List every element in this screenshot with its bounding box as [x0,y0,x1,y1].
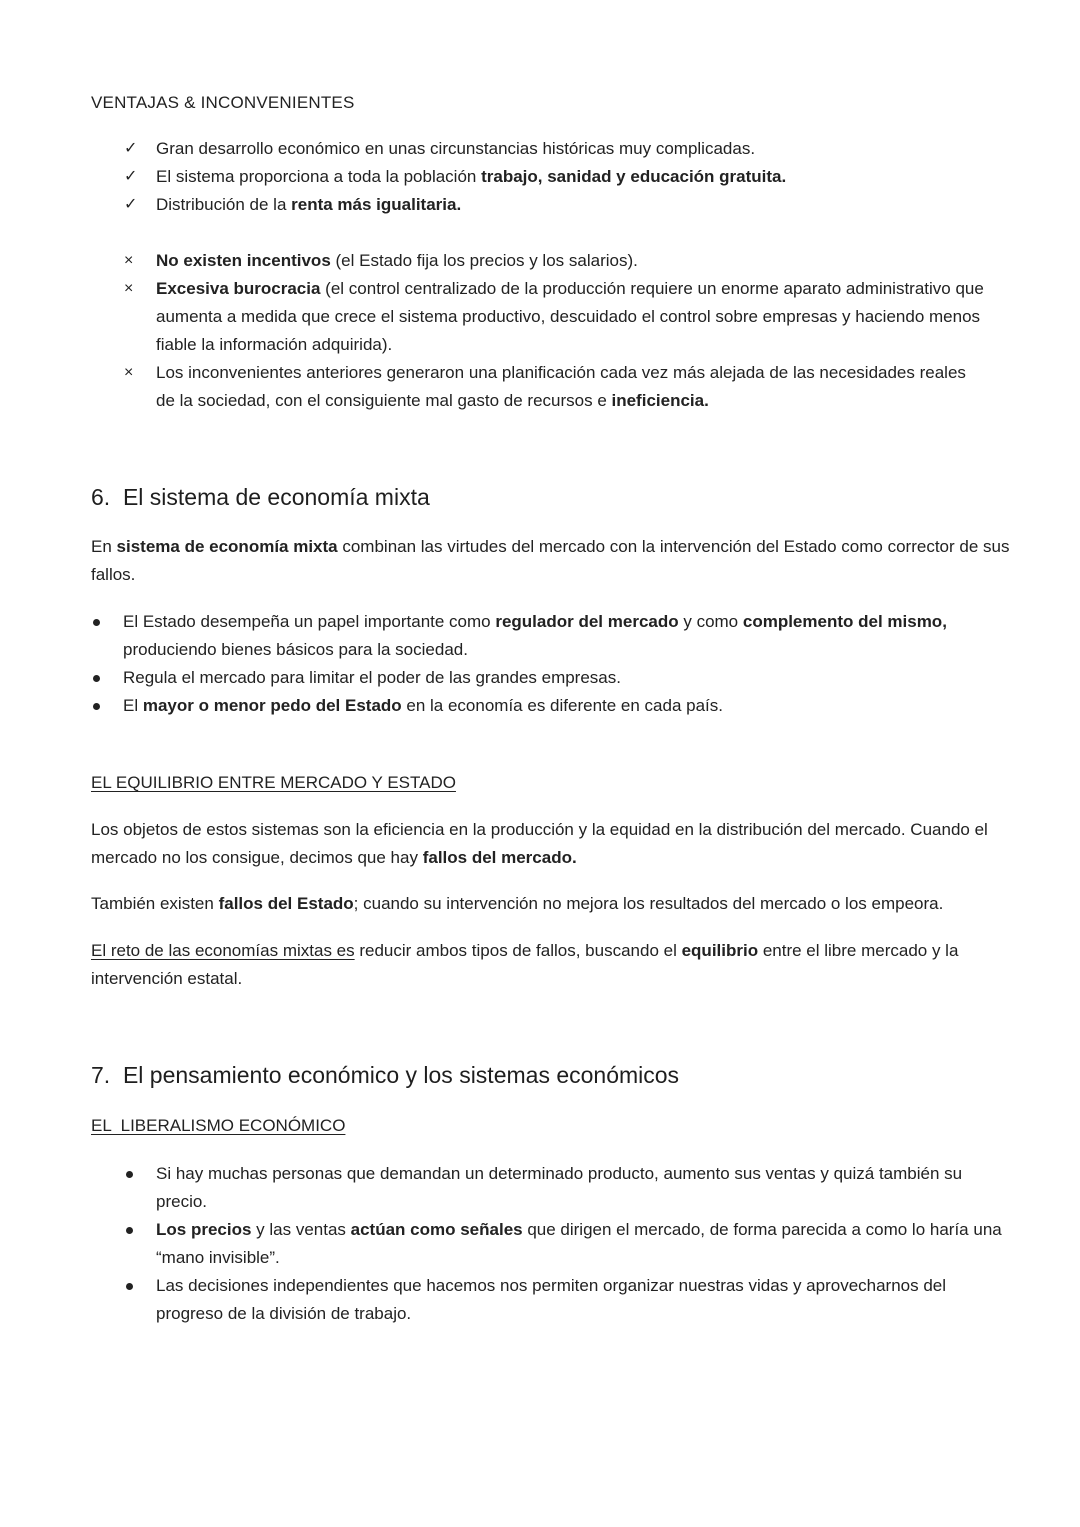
liberalismo-heading: EL LIBERALISMO ECONÓMICO [91,1116,346,1135]
list-item [124,1216,1024,1272]
list-item [124,1272,1024,1328]
bullet-icon [126,1171,133,1178]
pros-list [124,135,1024,219]
bullet-icon [93,675,100,682]
equilibrio-paragraph-2: También existen fallos del Estado; cuando su intervención no mejora los resultados del mercado o los empeora. [91,894,944,913]
bullet-icon [93,703,100,710]
list-item [124,191,1024,219]
ventajas-heading: VENTAJAS & INCONVENIENTES [91,93,355,112]
list-item [91,664,1021,692]
equilibrio-paragraph-3: El reto de las economías mixtas es reducir ambos tipos de fallos, buscando el equilibrio entre el libre mercado y la intervención estatal. [91,941,959,988]
equilibrio-paragraph-1: Los objetos de estos sistemas son la eficiencia en la producción y la equidad en la distribución del mercado. Cuando el mercado no los consigue, decimos que hay fallos del mercado. [91,820,988,867]
section-6-bullets [91,608,1021,720]
cross-icon: × [124,252,134,269]
list-item-text: No existen incentivos (el Estado fija los precios y los salarios). [156,251,638,270]
list-item-text: Los inconvenientes anteriores generaron una planificación cada vez más alejada de las necesidades reales de la sociedad, con el consiguiente mal gasto de recursos e ineficiencia. [156,363,966,410]
list-item [124,163,1024,191]
list-item-text: El mayor o menor pedo del Estado en la economía es diferente en cada país. [123,696,723,715]
list-item-text: El Estado desempeña un papel importante como regulador del mercado y como complemento del mismo, produciendo bienes básicos para la sociedad. [123,612,947,659]
bullet-icon [126,1283,133,1290]
section-7-bullets [124,1160,1024,1328]
list-item-text: Regula el mercado para limitar el poder de las grandes empresas. [123,668,621,687]
section-6-intro: En sistema de economía mixta combinan las virtudes del mercado con la intervención del Estado como corrector de sus fallos. [91,537,1010,584]
check-icon: ✓ [124,196,138,213]
equilibrio-heading: EL EQUILIBRIO ENTRE MERCADO Y ESTADO [91,773,456,792]
list-item-text: El sistema proporciona a toda la población trabajo, sanidad y educación gratuita. [156,167,787,186]
list-item [124,1160,1024,1216]
list-item [91,608,1021,664]
check-icon: ✓ [124,168,138,185]
cons-list [124,247,1024,415]
cross-icon: × [124,364,134,381]
list-item [124,275,1024,359]
list-item [124,247,1024,275]
list-item [124,359,1024,415]
list-item-text: Los precios y las ventas actúan como señales que dirigen el mercado, de forma parecida a como lo haría una “mano invisible”. [156,1220,1002,1267]
cross-icon: × [124,280,134,297]
check-icon: ✓ [124,140,138,157]
list-item-text: Gran desarrollo económico en unas circunstancias históricas muy complicadas. [156,139,756,158]
bullet-icon [126,1227,133,1234]
list-item [124,135,1024,163]
bullet-icon [93,619,100,626]
list-item-text: Distribución de la renta más igualitaria. [156,195,462,214]
list-item-text: Si hay muchas personas que demandan un determinado producto, aumento sus ventas y quizá también su precio. [156,1164,963,1211]
section-7-title: 7. El pensamiento económico y los sistemas económicos [91,1062,680,1088]
list-item [91,692,1021,720]
list-item-text: Excesiva burocracia (el control centralizado de la producción requiere un enorme aparato administrativo que aumenta a medida que crece el sistema productivo, descuidado el control sobre empresas y haciendo menos fiable la información adquirida). [156,279,984,354]
section-6-title: 6. El sistema de economía mixta [91,484,430,510]
list-item-text: Las decisiones independientes que hacemos nos permiten organizar nuestras vidas y aprovecharnos del progreso de la división de trabajo. [156,1276,947,1323]
